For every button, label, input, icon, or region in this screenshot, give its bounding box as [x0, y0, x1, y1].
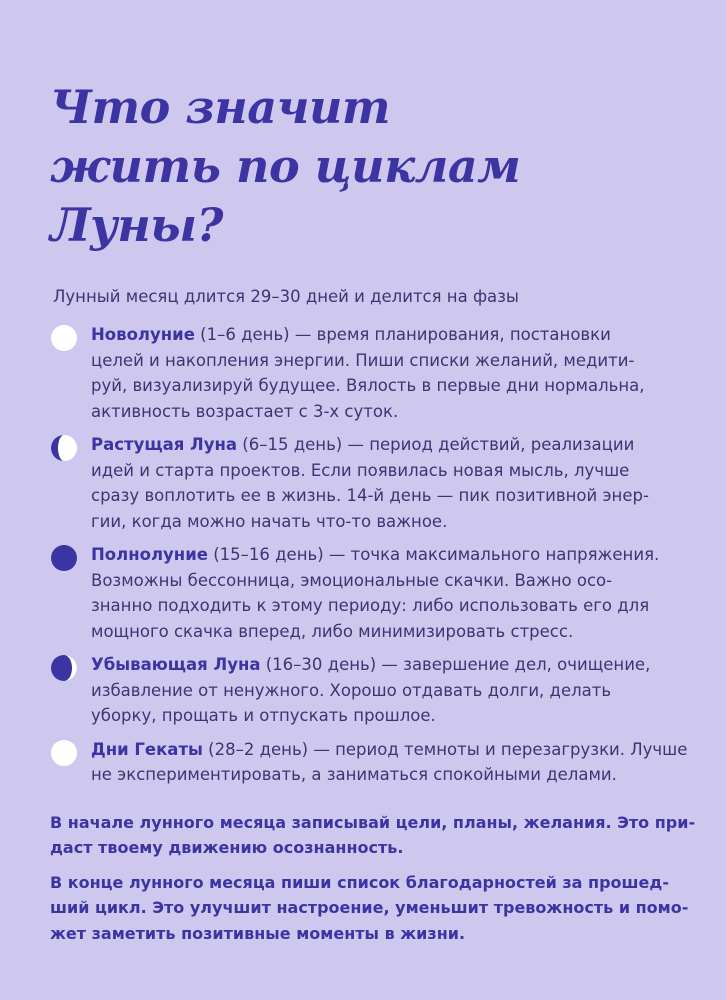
new-moon-icon [50, 324, 78, 352]
phase-text: (28–2 день) — период темноты и перезагрузки. Лучше [202, 739, 688, 759]
note-start-of-month [50, 810, 696, 861]
phase-hecate-days [50, 737, 688, 788]
note-text: В начале лунного месяца записывай цели, планы, желания. Это при- [50, 812, 696, 832]
phase-waxing-moon [50, 432, 676, 534]
phase-text: не экспериментировать, а заниматься спокойными делами. [91, 765, 617, 784]
phase-text: мощного скачка вперед, либо минимизировать стресс. [91, 621, 574, 641]
title-line-1: Что значит [50, 80, 391, 134]
phase-text: целей и накопления энергии. Пиши списки желаний, медити- [91, 350, 635, 370]
phase-new-moon [50, 322, 676, 424]
phase-name: Новолуние [91, 325, 195, 344]
advice-notes [50, 810, 696, 947]
full-moon-icon [50, 544, 78, 572]
phase-name: Убывающая Луна [91, 655, 261, 674]
phase-full-moon [50, 542, 676, 644]
phase-text: уборку, прощать и отпускать прошлое. [91, 706, 436, 725]
phase-text: (1–6 день) — время планирования, постановки [194, 325, 611, 344]
phase-text: избавление от ненужного. Хорошо отдавать долги, делать [91, 680, 612, 700]
phase-text: Возможны бессонница, эмоциональные скачки. Важно осо- [91, 570, 613, 590]
phase-text: сразу воплотить ее в жизнь. 14-й день — пик позитивной энер- [91, 486, 649, 505]
title-line-2: жить по циклам Луны? [50, 139, 521, 252]
phase-text: (16–30 день) — завершение дел, очищение, [260, 655, 651, 674]
phase-text: гии, когда можно начать что-то важное. [91, 511, 448, 531]
note-text: ший цикл. Это улучшит настроение, уменьшит тревожность и помо- [50, 898, 689, 917]
phase-text: руй, визуализируй будущее. Вялость в первые дни нормальна, [91, 376, 645, 395]
phase-name: Полнолуние [91, 545, 208, 564]
intro-text: Лунный месяц длится 29–30 дней и делится на фазы [53, 287, 519, 306]
note-text: жет заметить позитивные моменты в жизни. [50, 923, 466, 943]
phase-text: идей и старта проектов. Если появилась новая мысль, лучше [91, 460, 630, 480]
phase-text: (15–16 день) — точка максимального напряжения. [207, 545, 660, 564]
phase-name: Растущая Луна [91, 435, 238, 454]
moon-phases-list [50, 322, 688, 788]
note-text: даст твоему движению осознанность. [50, 838, 404, 857]
note-end-of-month [50, 870, 689, 947]
hecate-days-icon [50, 739, 78, 767]
phase-text: активность возрастает с 3-х суток. [91, 401, 399, 421]
phase-waning-moon [50, 652, 676, 729]
phase-text: знанно подходить к этому периоду: либо использовать его для [91, 596, 650, 615]
note-text: В конце лунного месяца пиши список благодарностей за прошед- [50, 872, 669, 892]
waxing-moon-icon [50, 434, 78, 462]
waning-moon-icon [50, 654, 78, 682]
page-title [50, 78, 676, 255]
phase-text: (6–15 день) — период действий, реализации [237, 435, 635, 454]
phase-name: Дни Гекаты [91, 739, 203, 759]
